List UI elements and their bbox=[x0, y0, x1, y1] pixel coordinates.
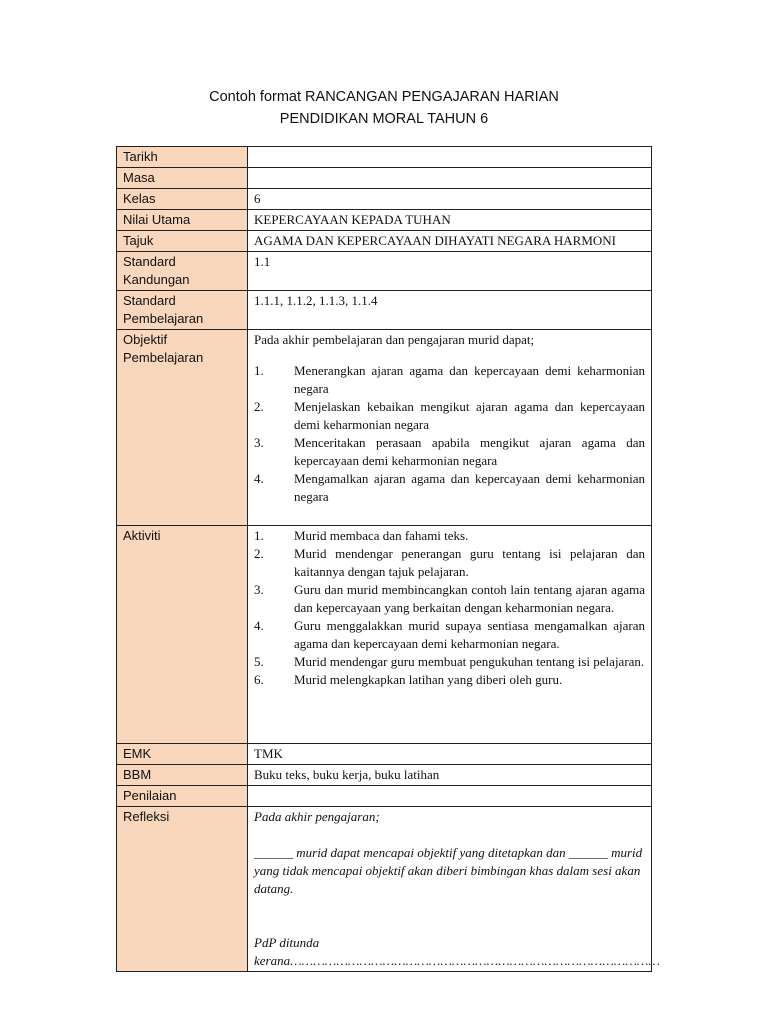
label-masa: Masa bbox=[117, 168, 248, 189]
value-bbm: Buku teks, buku kerja, buku latihan bbox=[248, 765, 652, 786]
value-nilai-utama: KEPERCAYAAN KEPADA TUHAN bbox=[248, 210, 652, 231]
value-standard-kandungan: 1.1 bbox=[248, 252, 652, 291]
label-standard-pembelajaran: Standard Pembelajaran bbox=[117, 291, 248, 330]
label-emk: EMK bbox=[117, 744, 248, 765]
label-tarikh: Tarikh bbox=[117, 147, 248, 168]
refleksi-statement: ______ murid dapat mencapai objektif yang ditetapkan dan ______ murid yang tidak mencapai objektif akan diberi bimbingan khas dalam sesi akan datang. bbox=[254, 845, 643, 896]
value-tajuk: AGAMA DAN KEPERCAYAAN DIHAYATI NEGARA HARMONI bbox=[248, 231, 652, 252]
aktiviti-list bbox=[254, 527, 645, 689]
list-item: 4. Guru menggalakkan murid supaya sentiasa mengamalkan ajaran agama dan kepercayaan demi keharmonian negara. bbox=[254, 618, 645, 651]
list-item: 1. Menerangkan ajaran agama dan kepercayaan demi keharmonian negara bbox=[254, 363, 645, 396]
label-objektif: Objektif Pembelajaran bbox=[117, 330, 248, 526]
row-tajuk bbox=[117, 231, 652, 252]
row-tarikh bbox=[117, 147, 652, 168]
row-standard-kandungan bbox=[117, 252, 652, 291]
row-nilai-utama bbox=[117, 210, 652, 231]
label-kelas: Kelas bbox=[117, 189, 248, 210]
value-penilaian bbox=[248, 786, 652, 807]
list-item: 3. Menceritakan perasaan apabila mengikut ajaran agama dan kepercayaan demi keharmonian negara bbox=[254, 435, 645, 468]
list-item: 4. Mengamalkan ajaran agama dan kepercayaan demi keharmonian negara bbox=[254, 471, 645, 504]
lesson-plan-table bbox=[116, 146, 660, 972]
row-masa bbox=[117, 168, 652, 189]
row-bbm bbox=[117, 765, 652, 786]
row-refleksi bbox=[117, 807, 652, 972]
label-refleksi: Refleksi bbox=[117, 807, 248, 972]
row-aktiviti bbox=[117, 526, 652, 744]
list-item: 2. Murid mendengar penerangan guru tentang isi pelajaran dan kaitannya dengan tajuk pelajaran. bbox=[254, 546, 645, 579]
value-tarikh bbox=[248, 147, 652, 168]
list-item: 2. Menjelaskan kebaikan mengikut ajaran agama dan kepercayaan demi keharmonian negara bbox=[254, 399, 645, 432]
objektif-list bbox=[254, 362, 645, 506]
row-penilaian bbox=[117, 786, 652, 807]
label-nilai-utama: Nilai Utama bbox=[117, 210, 248, 231]
label-penilaian: Penilaian bbox=[117, 786, 248, 807]
refleksi-postponed: PdP ditunda bbox=[254, 935, 320, 950]
objektif-intro: Pada akhir pembelajaran dan pengajaran murid dapat; bbox=[254, 332, 535, 347]
row-kelas bbox=[117, 189, 652, 210]
value-masa bbox=[248, 168, 652, 189]
title-line-2: PENDIDIKAN MORAL TAHUN 6 bbox=[279, 111, 489, 127]
refleksi-reason: kerana…………………………………………………………………………………… bbox=[254, 953, 660, 968]
row-standard-pembelajaran bbox=[117, 291, 652, 330]
refleksi-intro: Pada akhir pengajaran; bbox=[254, 809, 380, 824]
list-item: 1. Murid membaca dan fahami teks. bbox=[254, 528, 469, 543]
label-tajuk: Tajuk bbox=[117, 231, 248, 252]
value-kelas: 6 bbox=[248, 189, 652, 210]
value-emk: TMK bbox=[248, 744, 652, 765]
label-bbm: BBM bbox=[117, 765, 248, 786]
value-standard-pembelajaran: 1.1.1, 1.1.2, 1.1.3, 1.1.4 bbox=[248, 291, 652, 330]
row-objektif bbox=[117, 330, 652, 526]
row-emk bbox=[117, 744, 652, 765]
label-aktiviti: Aktiviti bbox=[117, 526, 248, 744]
list-item: 3. Guru dan murid membincangkan contoh lain tentang ajaran agama dan kepercayaan yang berkaitan dengan keharmonian negara. bbox=[254, 582, 645, 615]
document-title bbox=[0, 86, 768, 130]
label-standard-kandungan: Standard Kandungan bbox=[117, 252, 248, 291]
value-aktiviti bbox=[248, 526, 652, 744]
list-item: 6. Murid melengkapkan latihan yang diberi oleh guru. bbox=[254, 672, 563, 687]
title-line-1: Contoh format RANCANGAN PENGAJARAN HARIAN bbox=[209, 89, 559, 105]
value-objektif bbox=[248, 330, 652, 526]
value-refleksi bbox=[248, 807, 660, 972]
list-item: 5. Murid mendengar guru membuat pengukuhan tentang isi pelajaran. bbox=[254, 654, 645, 669]
